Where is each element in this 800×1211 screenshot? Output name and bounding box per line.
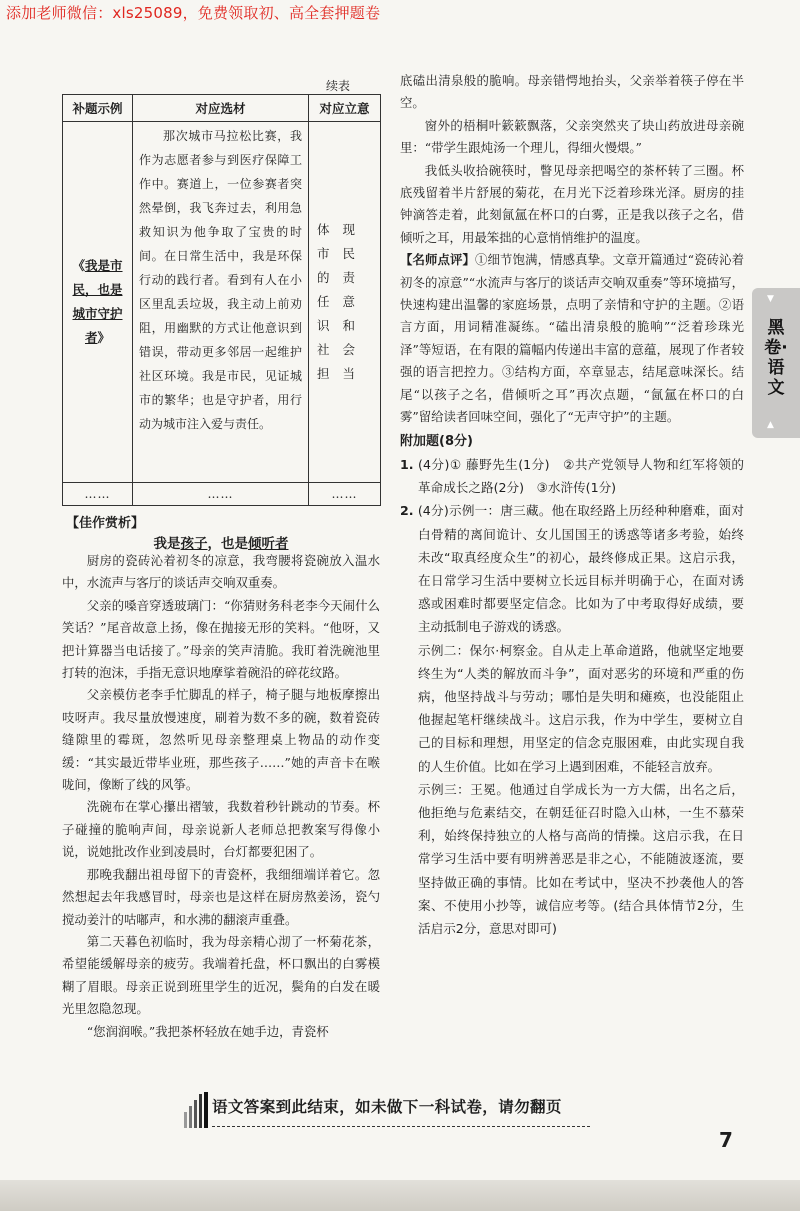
answer-2: 2. (4分)示例一：唐三藏。他在取经路上历经种种磨难，面对白骨精的离间诡计、女儿国国王的诱惑等诸多考验，始终未改“取真经度众生”的初心，最终修成正果。这启示我，在日常学习生活中要树立长远目标并明确于心，在面对诱惑或困难时都要坚定信念。比如为了中考取得好成绩，要主动抵制电子游戏的诱惑。 <box>400 503 744 635</box>
essay-paragraph: 我低头收拾碗筷时，瞥见母亲把喝空的茶杯转了三圈。杯底残留着半片舒展的菊花，在月光下泛着珍珠光泽。厨房的挂钟滴答走着，此刻氤氲在杯口的白雾，正是我以孩子之名，借倾听之耳，用最笨拙的心意悄悄维护的温度。 <box>400 162 744 245</box>
dots-cell: …… <box>133 483 309 506</box>
essay-paragraph: “您润润喉。”我把茶杯轻放在她手边，青瓷杯 <box>86 1023 329 1039</box>
example-title: 我是市民，也是城市守护者 <box>72 258 123 345</box>
watermark-text: 添加老师微信：xls25089，免费领取初、高全套押题卷 <box>6 4 381 22</box>
essay-paragraph: 父亲的嗓音穿透玻璃门：“你猜财务科老李今天闹什么笑话？”尾音故意上扬，像在抛接无形的笑料。“他呀，又把计算器当电话接了。”母亲的笑声清脆。我盯着洗碗池里打转的泡沫，手指无意识地摩挲着碗沿的碎花纹路。 <box>62 597 380 681</box>
example-title-close: 》 <box>97 330 111 345</box>
teacher-comment <box>400 249 744 428</box>
right-column <box>400 70 744 940</box>
material-cell: 那次城市马拉松比赛，我作为志愿者参与到医疗保障工作中。赛道上，一位参赛者突然晕倒，我飞奔过去，利用急救知识为他争取了宝贵的时间。在日常生活中，我是环保行动的践行者。看到有人在小区里乱丢垃圾，我主动上前劝阻，用幽默的方式让他意识到错误，带动更多邻居一起维护社区环境。我是市民，见证城市的繁华；也是守护者，用行动为城市注入爱与责任。 <box>133 122 309 483</box>
essay-body-left <box>62 550 380 1043</box>
essay-paragraph: 窗外的梧桐叶簌簌飘落，父亲突然夹了块山药放进母亲碗里：“带学生跟炖汤一个理儿，得细火慢煨。” <box>400 117 744 156</box>
example-title-open: 《 <box>72 258 85 273</box>
essay-paragraph: 那晚我翻出祖母留下的青瓷杯，我细细端详着它。忽然想起去年我感冒时，母亲也是这样在厨房熬姜汤，瓷勺搅动姜汁的咕嘟声，和水沸的翻滚声重叠。 <box>62 866 380 927</box>
table-row <box>63 122 381 483</box>
table-header-row <box>63 95 381 122</box>
answer-1: 1. (4分)① 藤野先生(1分) ②共产党领导人物和红军将领的革命成长之路(2分) ③水浒传(1分) <box>400 456 744 496</box>
topic-table <box>62 94 381 506</box>
essay-paragraph: 洗碗布在掌心攥出褶皱，我数着秒针跳动的节奏。杯子碰撞的脆响声间，母亲说新人老师总把教案写得像小说，说她批改作业到凌晨时，台灯都要犯困了。 <box>62 799 380 860</box>
continued-label: 续表 <box>326 79 351 93</box>
footer-notice: 语文答案到此结束，如未做下一科试卷，请勿翻页 <box>212 1098 562 1116</box>
dots-cell: …… <box>63 483 133 506</box>
comment-text: ①细节饱满，情感真挚。文章开篇通过“瓷砖沁着初冬的凉意”“水流声与客厅的谈话声交响双重奏”等环境描写，快速构建出温馨的家庭场景，点明了亲情和守护的主题。②语言方面，用词精准凝练。“磕出清泉般的脆响”“泛着珍珠光泽”等短语，在有限的篇幅内传递出丰富的意蕴，展现了作者较强的语言把控力。③结构方面，卒章显志，结尾意味深长。结尾“以孩子之名，借倾听之耳”再次点题，“氤氲在杯口的白雾”留给读者回味空间，强化了“无声守护”的主题。 <box>400 252 745 425</box>
example-title-cell <box>63 122 133 483</box>
page-number: 7 <box>719 1128 733 1152</box>
essay-paragraph: 父亲模仿老李手忙脚乱的样子，椅子腿与地板摩擦出吱呀声。我尽量放慢速度，刷着为数不多的碗，数着瓷砖缝隙里的霉斑，忽然听见母亲整理桌上物品的动作变缓：“其实最近带毕业班，那些孩子……”她的声音卡在喉咙间，像断了线的风筝。 <box>62 687 380 793</box>
bonus-title: 附加题(8分) <box>400 433 473 449</box>
bar-stripes-icon <box>182 1092 212 1128</box>
footer-dashed-line <box>212 1126 590 1127</box>
answer-2-example-2: 示例二：保尔·柯察金。自从走上革命道路，他就坚定地要终生为“人类的解放而斗争”，面对恶劣的环境和严重的伤病，他坚持战斗与劳动；哪怕是失明和瘫痪，也没能阻止他握起笔杆继续战斗。这启示我，作为中学生，要树立自己的目标和理想，用坚定的信念克服困难，由此实现自我的人生价值。比如在学习上遇到困难，不能轻言放弃。 <box>418 642 744 774</box>
header-idea: 对应立意 <box>309 95 381 122</box>
comment-label: 【名师点评】 <box>400 252 476 268</box>
header-example: 补题示例 <box>63 95 133 122</box>
answer-2-example-3: 示例三：王冕。他通过自学成长为一方大儒，出名之后，他拒绝与危素结交，在朝廷征召时隐入山林，一生不慕荣利，始终保持独立的人格与高尚的情操。这启示我，在日常学习生活中要有明辨善恶是非之心，不能随波逐流，要坚持做正确的事情。比如在考试中，坚决不抄袭他人的答案、不使用小抄等，诚信应考等。(结合具体情节2分，生活启示2分，意思对即可) <box>418 781 744 936</box>
essay-paragraph: 第二天暮色初临时，我为母亲精心沏了一杯菊花茶，希望能缓解母亲的疲劳。我端着托盘，杯口飘出的白雾模糊了眉眼。母亲正说到班里学生的近况，鬓角的白发在暖光里忽隐忽现。 <box>62 933 380 1017</box>
appreciation-label: 【佳作赏析】 <box>66 516 145 531</box>
header-material: 对应选材 <box>133 95 309 122</box>
subject-side-tab <box>752 288 800 438</box>
essay-paragraph: 底磕出清泉般的脆响。母亲错愕地抬头，父亲举着筷子停在半空。 <box>400 73 744 111</box>
essay-title: 我是孩子，也是倾听者 <box>153 536 289 552</box>
triangle-down-icon: ▼ <box>767 294 774 304</box>
triangle-up-icon: ▲ <box>767 420 774 430</box>
dots-cell: …… <box>309 483 381 506</box>
table-dots-row <box>63 483 381 506</box>
side-tab-label: 黑卷·语文 <box>764 318 788 398</box>
idea-cell: 体现市民的责任意识和社会担当 <box>309 122 381 483</box>
essay-paragraph: 厨房的瓷砖沁着初冬的凉意，我弯腰将瓷碗放入温水中，水流声与客厅的谈话声交响双重奏。 <box>62 553 380 591</box>
page-bottom-shadow <box>0 1180 800 1211</box>
